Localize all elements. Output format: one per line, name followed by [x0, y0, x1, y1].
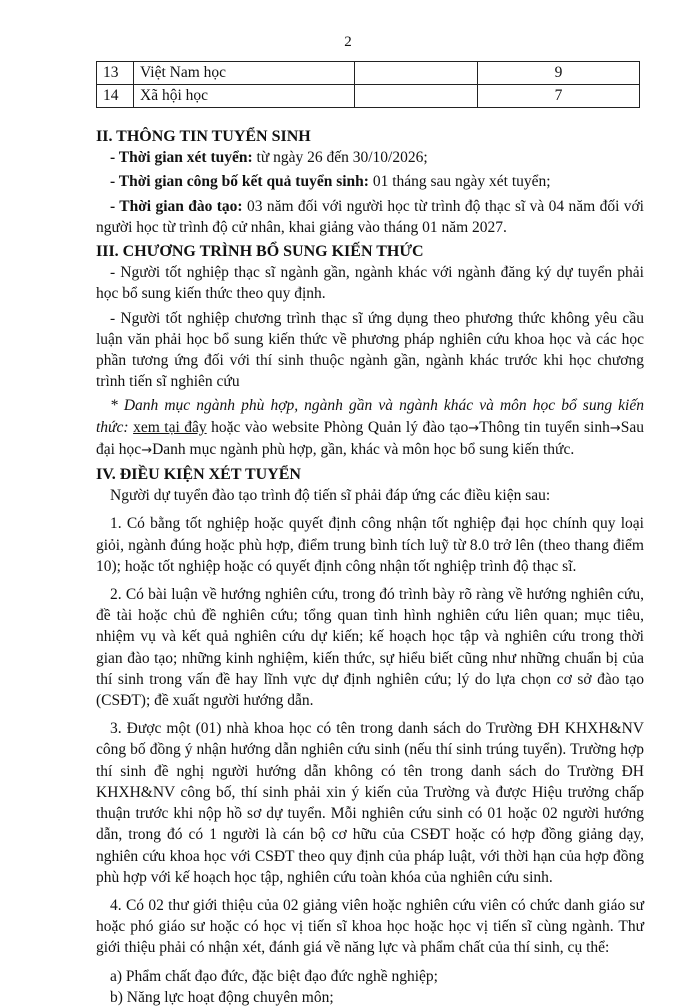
info-item — [96, 196, 644, 238]
quota-value: 9 — [478, 62, 640, 85]
arrow-icon: → — [141, 442, 153, 458]
majors-table — [96, 61, 640, 108]
page-number: 2 — [344, 34, 352, 50]
info-text: từ ngày 26 đến 30/10/2026; — [252, 149, 428, 167]
table-row — [97, 62, 640, 85]
list-item: a) Phẩm chất đạo đức, đặc biệt đạo đức nghề nghiệp; — [110, 967, 438, 985]
paragraph: - Người tốt nghiệp chương trình thạc sĩ ứng dụng theo phương thức không yêu cầu luận văn phải học bổ sung kiến thức về phương pháp nghiên cứu khoa học và các học phần tương ứng đối với thí sinh thuộc ngành gần, ngành khác trước khi học chương trình tiến sĩ nghiên cứu — [96, 309, 644, 391]
paragraph: Người dự tuyển đào tạo trình độ tiến sĩ phải đáp ứng các điều kiện sau: — [110, 487, 551, 505]
info-item — [96, 171, 644, 192]
list-item: b) Năng lực hoạt động chuyên môn; — [110, 988, 334, 1006]
paragraph: - Người tốt nghiệp thạc sĩ ngành gần, ngành khác với ngành đăng ký dự tuyển phải học bổ sung kiến thức theo quy định. — [96, 264, 644, 303]
note-text: Danh mục ngành phù hợp, gần, khác và môn học bổ sung kiến thức. — [152, 440, 575, 458]
quota-value: 7 — [478, 85, 640, 108]
table-cell — [355, 62, 478, 85]
info-text: 03 năm đối với người học từ trình độ thạc sĩ và 04 năm đối với người học từ trình độ cử nhân, khai giảng vào tháng 01 năm 2027. — [96, 197, 644, 236]
row-number: 14 — [97, 85, 134, 108]
paragraph: 1. Có bằng tốt nghiệp hoặc quyết định công nhận tốt nghiệp đại học chính quy loại giỏi, ngành đúng hoặc phù hợp, điểm trung bình tích luỹ từ 8.0 trở lên (theo thang điểm 10); hoặc tốt nghiệp hoặc có quyết định công nhận tốt nghiệp trình độ thạc sĩ. — [96, 515, 644, 575]
see-here-link[interactable]: xem tại đây — [133, 418, 207, 436]
info-text: 01 tháng sau ngày xét tuyển; — [368, 173, 551, 191]
info-label: - Thời gian công bố kết quả tuyển sinh: — [110, 173, 369, 191]
paragraph: 4. Có 02 thư giới thiệu của 02 giảng viên hoặc nghiên cứu viên có chức danh giáo sư hoặc phó giáo sư hoặc có học vị tiến sĩ khoa học hoặc học vị tiến sĩ cùng ngành. Thư giới thiệu phải có nhận xét, đánh giá về năng lực và phẩm chất của thí sinh, cụ thể: — [96, 896, 644, 957]
note-paragraph — [96, 395, 644, 461]
paragraph: 3. Được một (01) nhà khoa học có tên trong danh sách do Trường ĐH KHXH&NV công bố đồng ý nhận hướng dẫn nghiên cứu sinh (nếu thí sinh trúng tuyển). Trường hợp thí sinh đề nghị người hướng dẫn không có tên trong danh sách do Trường ĐH KHXH&NV công bố, thí sinh phải xin ý kiến của Trường và được Hiệu trưởng chấp thuận trước khi nộp hồ sơ dự tuyển. Mỗi nghiên cứu sinh có 01 hoặc 02 người hướng dẫn, trong đó có 1 người là cán bộ cơ hữu của CSĐT hoặc có hợp đồng giảng dạy, nghiên cứu khoa học với CSĐT theo quy định của pháp luật, với thời hạn của hợp đồng phù hợp với kế hoạch học tập, nghiên cứu toàn khóa của nghiên cứu sinh. — [96, 720, 644, 886]
table-row — [97, 85, 640, 108]
major-name: Việt Nam học — [134, 62, 355, 85]
note-text: Sau đại học — [96, 418, 644, 458]
section-heading: II. THÔNG TIN TUYỂN SINH — [96, 128, 311, 145]
note-italic: * Danh mục ngành phù hợp, ngành gần và ngành khác và môn học bổ sung kiến thức: — [96, 397, 644, 436]
arrow-icon: → — [609, 420, 621, 436]
table-cell — [355, 85, 478, 108]
info-label: - Thời gian đào tạo: — [110, 197, 243, 215]
section-heading: IV. ĐIỀU KIỆN XÉT TUYỂN — [96, 466, 301, 484]
section-heading: III. CHƯƠNG TRÌNH BỔ SUNG KIẾN THỨC — [96, 243, 424, 261]
row-number: 13 — [97, 62, 134, 85]
info-label: - Thời gian xét tuyển: — [110, 149, 253, 167]
arrow-icon: → — [468, 420, 480, 436]
major-name: Xã hội học — [134, 85, 355, 108]
note-text: Thông tin tuyển sinh — [479, 418, 610, 436]
document-body — [96, 124, 644, 1008]
note-text: hoặc vào website Phòng Quản lý đào tạo — [206, 418, 469, 436]
paragraph: 2. Có bài luận về hướng nghiên cứu, trong đó trình bày rõ ràng về hướng nghiên cứu, đề tài hoặc chủ đề nghiên cứu; tổng quan tình hình nghiên cứu liên quan; mục tiêu, nhiệm vụ và kết quả nghiên cứu dự kiến; kế hoạch học tập và nghiên cứu trong thời gian đào tạo; những kinh nghiệm, kiến thức, sự hiểu biết cũng như những chuẩn bị của thí sinh trong vấn đề hay lĩnh vực dự định nghiên cứu; lý do lựa chọn cơ sở đào tạo (CSĐT); đề xuất người hướng dẫn. — [96, 586, 644, 710]
info-item — [96, 147, 644, 168]
